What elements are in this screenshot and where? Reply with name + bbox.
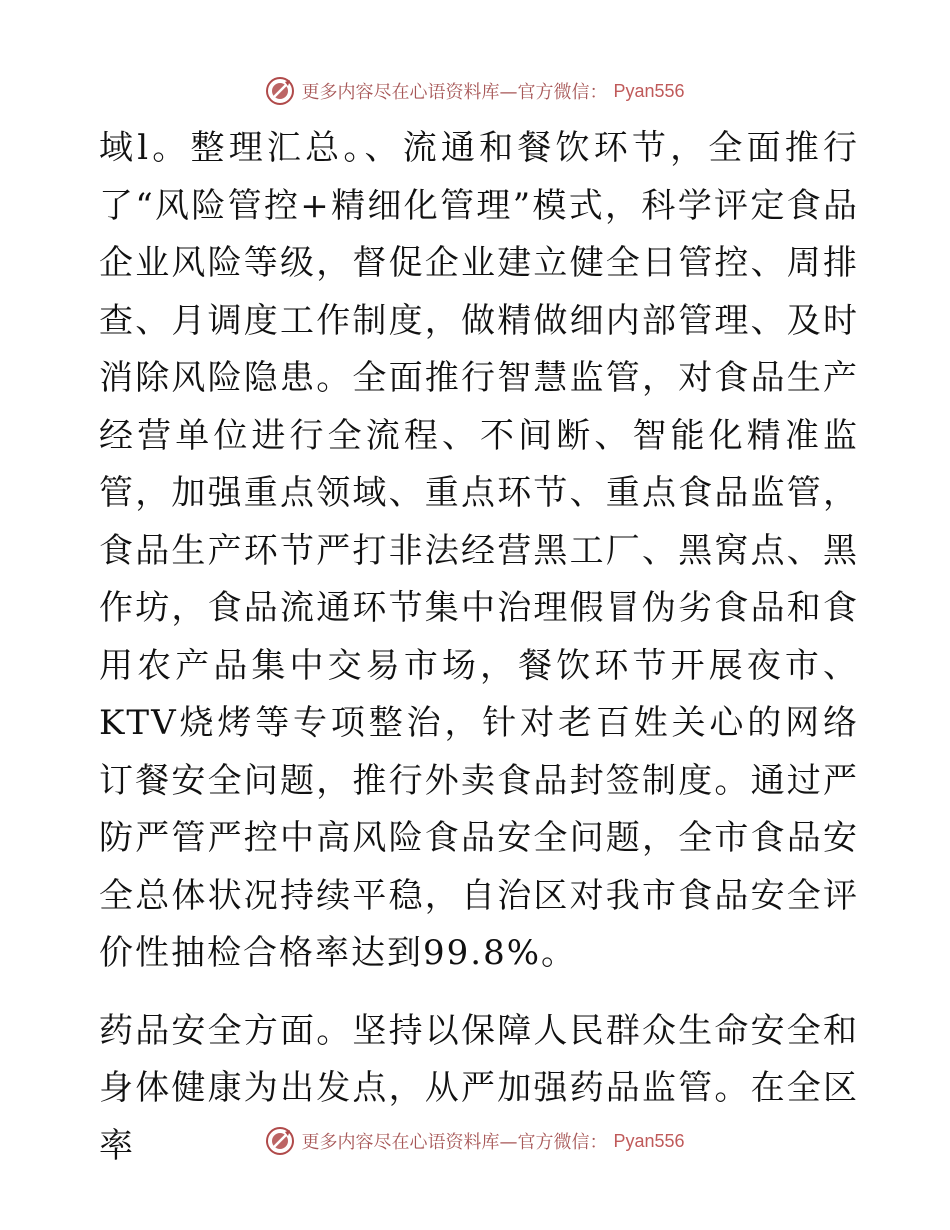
logo-icon xyxy=(265,76,295,106)
document-body xyxy=(99,120,859,1175)
watermark-wechat-id: Pyan556 xyxy=(613,80,685,101)
watermark-wechat-id: Pyan556 xyxy=(613,1130,685,1151)
watermark-text: 更多内容尽在心语资料库—官方微信： xyxy=(301,1132,608,1153)
header-watermark xyxy=(0,76,950,106)
watermark-text: 更多内容尽在心语资料库—官方微信： xyxy=(301,82,608,103)
logo-icon xyxy=(265,1126,295,1156)
footer-watermark xyxy=(0,1126,950,1156)
paragraph-drug-safety: 药品安全方面。坚持以保障人民群众生命安全和身体健康为出发点，从严加强药品监管。在全区率 xyxy=(99,1010,859,1166)
paragraph-food-safety: 域l。整理汇总。、流通和餐饮环节，全面推行了“风险管控+精细化管理”模式，科学评定食品企业风险等级，督促企业建立健全日管控、周排查、月调度工作制度，做精做细内部管理、及时消除风险隐患。全面推行智慧监管，对食品生产经营单位进行全流程、不间断、智能化精准监管，加强重点领域、重点环节、重点食品监管，食品生产环节严打非法经营黑工厂、黑窝点、黑作坊，食品流通环节集中治理假冒伪劣食品和食用农产品集中交易市场，餐饮环节开展夜市、KTV烧烤等专项整治，针对老百姓关心的网络订餐安全问题，推行外卖食品封签制度。通过严防严管严控中高风险食品安全问题，全市食品安全总体状况持续平稳，自治区对我市食品安全评价性抽检合格率达到99.8%。 xyxy=(99,128,859,973)
